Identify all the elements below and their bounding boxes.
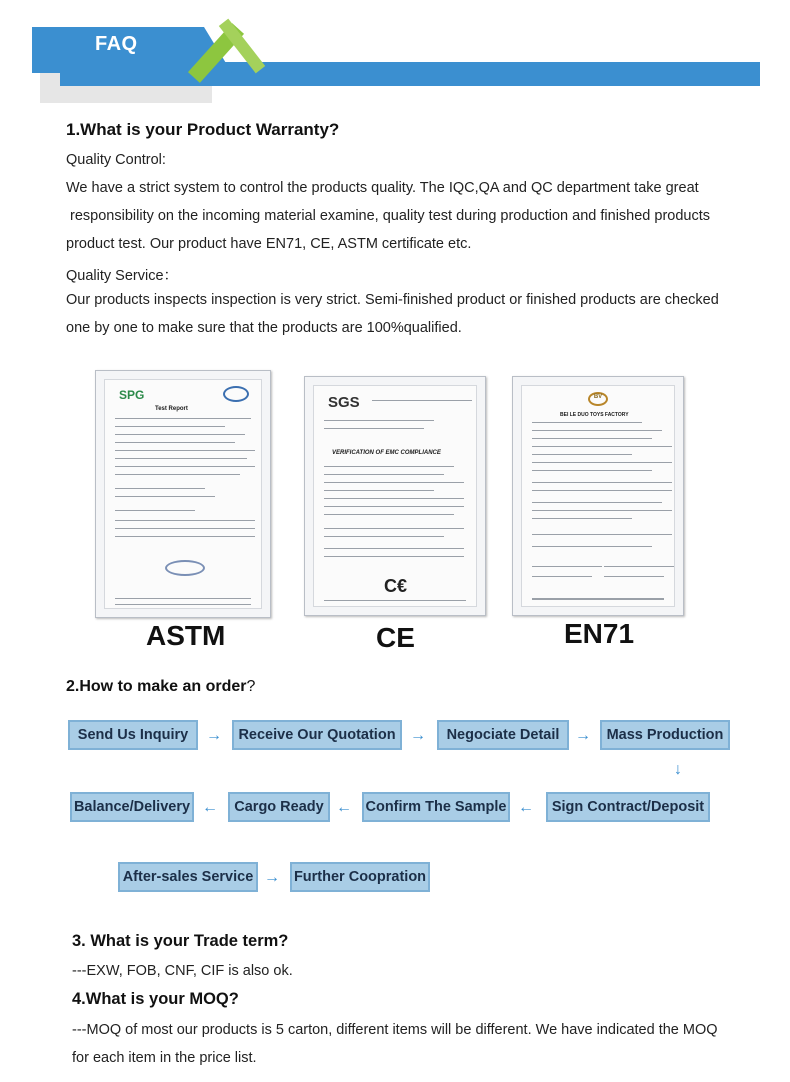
ce-mark-icon: C€ bbox=[384, 576, 408, 596]
cert-logo: SPG bbox=[119, 388, 145, 402]
step-negociate-detail: Negociate Detail bbox=[437, 720, 569, 750]
q1-line: Quality Service： bbox=[66, 268, 179, 284]
certificate-en71 bbox=[512, 376, 684, 616]
arrow-right-icon: → bbox=[206, 727, 222, 744]
step-cargo-ready: Cargo Ready bbox=[228, 792, 330, 822]
banner-title: FAQ bbox=[95, 33, 138, 55]
step-mass-production: Mass Production bbox=[600, 720, 730, 750]
q3-title: 3. What is your Trade term? bbox=[72, 932, 289, 950]
q1-line: We have a strict system to control the products quality. The IQC,QA and QC department take great bbox=[66, 180, 699, 196]
arrow-left-icon: ← bbox=[518, 799, 534, 816]
step-after-sales: After-sales Service bbox=[118, 862, 258, 892]
q3-answer: ---EXW, FOB, CNF, CIF is also ok. bbox=[72, 963, 293, 979]
arrow-right-icon: → bbox=[264, 869, 280, 886]
q1-title: 1.What is your Product Warranty? bbox=[66, 120, 340, 139]
cert-label-ce: CE bbox=[376, 622, 415, 653]
cert-heading: BEI LE DUO TOYS FACTORY bbox=[560, 412, 629, 418]
step-receive-quotation: Receive Our Quotation bbox=[232, 720, 402, 750]
q4-line: for each item in the price list. bbox=[72, 1050, 257, 1066]
step-balance-delivery: Balance/Delivery bbox=[70, 792, 194, 822]
step-send-inquiry: Send Us Inquiry bbox=[68, 720, 198, 750]
step-sign-contract: Sign Contract/Deposit bbox=[546, 792, 710, 822]
q4-line: ---MOQ of most our products is 5 carton, different items will be different. We have indicated the MOQ bbox=[72, 1022, 718, 1038]
q1-line: product test. Our product have EN71, CE, ASTM certificate etc. bbox=[66, 236, 472, 252]
cert-logo: BV bbox=[588, 392, 608, 406]
q1-line: Quality Control: bbox=[66, 152, 166, 168]
q1-line: responsibility on the incoming material examine, quality test during production and finished products bbox=[66, 208, 710, 224]
cert-heading: Test Report bbox=[155, 406, 188, 412]
q1-line: one by one to make sure that the products are 100%qualified. bbox=[66, 320, 462, 336]
arrow-left-icon: ← bbox=[202, 799, 218, 816]
arrow-left-icon: ← bbox=[336, 799, 352, 816]
certificate-astm bbox=[95, 370, 271, 618]
cert-seal-icon bbox=[223, 386, 249, 402]
q2-title bbox=[66, 678, 255, 696]
arrow-down-icon: ↓ bbox=[674, 761, 682, 778]
step-confirm-sample: Confirm The Sample bbox=[362, 792, 510, 822]
cert-stamp-icon bbox=[165, 560, 205, 576]
arrow-right-icon: → bbox=[575, 727, 591, 744]
q1-line: Our products inspects inspection is very strict. Semi-finished product or finished products are checked bbox=[66, 292, 719, 308]
q4-title: 4.What is your MOQ? bbox=[72, 990, 239, 1008]
step-further-cooperation: Further Coopration bbox=[290, 862, 430, 892]
cert-label-en71: EN71 bbox=[564, 618, 635, 649]
arrow-right-icon: → bbox=[410, 727, 426, 744]
cert-heading: VERIFICATION OF EMC COMPLIANCE bbox=[332, 450, 441, 456]
certificate-ce bbox=[304, 376, 486, 616]
q2-title-suffix: ? bbox=[246, 678, 256, 695]
cert-logo: SGS bbox=[328, 394, 360, 411]
q2-title-text: 2.How to make an order bbox=[66, 678, 247, 695]
cert-label-astm: ASTM bbox=[146, 620, 226, 651]
